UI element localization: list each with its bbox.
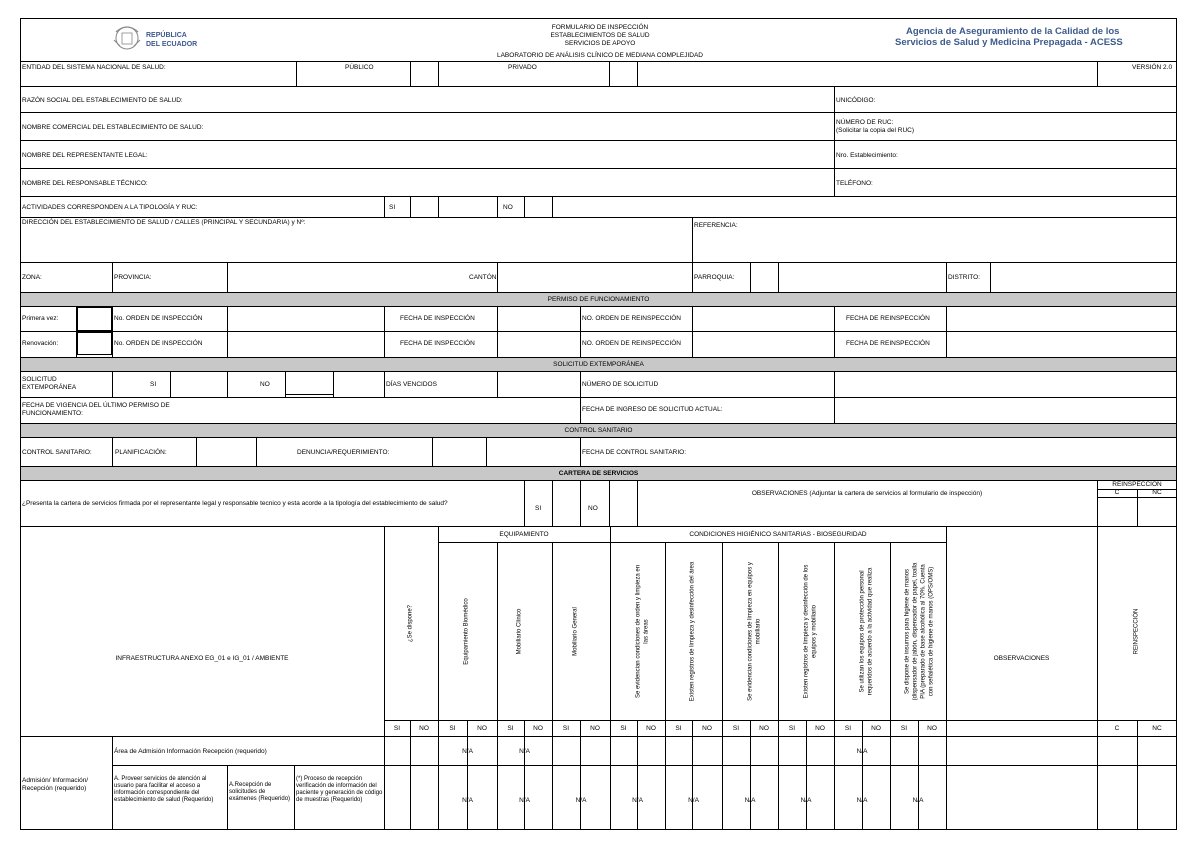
row1-label: Área de Admisión Información Recepción (requerido) bbox=[114, 748, 267, 755]
si-label: SI bbox=[507, 725, 514, 732]
col-orden-1: Se evidencian condiciones de orden y limpieza en bbox=[635, 564, 642, 699]
privado-label: PRIVADO bbox=[508, 64, 537, 71]
renovacion-fecha-re-label: FECHA DE REINSPECCIÓN bbox=[846, 340, 930, 347]
denuncia-label: DENUNCIA/REQUERIMIENTO: bbox=[297, 449, 390, 456]
logo-line-2: DEL ECUADOR bbox=[146, 41, 198, 48]
cartera-observaciones-field[interactable] bbox=[638, 500, 1097, 526]
zona-label: ZONA: bbox=[22, 274, 42, 281]
col-reg-areas: Existen registros de limpieza y desinfección del área bbox=[689, 561, 696, 702]
renovacion-fecha-field[interactable] bbox=[498, 332, 580, 357]
no-label: NO bbox=[702, 725, 712, 732]
col-reg-equipos-1: Existen registros de limpieza y desinfección de los bbox=[803, 564, 810, 699]
distrito-field[interactable] bbox=[991, 263, 1176, 292]
cartera-si-label: SI bbox=[535, 505, 542, 512]
row2a-label: A. Proveer servicios de atención al usuario para facilitar el acceso a información correspondiente del establecimiento de salud (Requerido) bbox=[114, 776, 214, 803]
col-dispone: ¿Se dispone? bbox=[407, 604, 414, 643]
na-cell: N/A bbox=[632, 797, 643, 804]
actividades-label: ACTIVIDADES CORRESPONDEN A LA TIPOLOGÍA Y RUC: bbox=[22, 204, 198, 211]
no-label: NO bbox=[815, 725, 825, 732]
row2-observaciones-field[interactable] bbox=[947, 766, 1097, 830]
actividades-si-checkbox[interactable] bbox=[411, 197, 438, 217]
na-cell: N/A bbox=[856, 748, 868, 755]
cartera-nc-label: NC bbox=[1152, 489, 1162, 496]
si-label: SI bbox=[449, 725, 456, 732]
cartera-no-checkbox[interactable] bbox=[610, 481, 637, 526]
telefono-label: TELÉFONO: bbox=[836, 180, 873, 187]
si-label: SI bbox=[788, 725, 796, 732]
primera-fecha-re-field[interactable] bbox=[947, 307, 1176, 331]
control-title: CONTROL SANITARIO bbox=[564, 427, 633, 434]
zona-field[interactable] bbox=[50, 263, 112, 292]
cartera-no-label: NO bbox=[588, 505, 598, 512]
form-title-1: FORMULARIO DE INSPECCIÓN bbox=[551, 24, 649, 31]
provincia-field[interactable] bbox=[228, 263, 468, 292]
cartera-observaciones-note: (Adjuntar la cartera de servicios al formulario de inspección) bbox=[807, 490, 983, 497]
renovacion-label: Renovación: bbox=[22, 340, 59, 347]
cartera-reinspeccion: REINSPECCIÓN bbox=[1112, 481, 1162, 488]
primera-fecha-field[interactable] bbox=[498, 307, 580, 331]
unicodigo-field[interactable] bbox=[890, 87, 1176, 112]
parroquia-field[interactable] bbox=[779, 263, 946, 292]
denuncia-checkbox[interactable] bbox=[433, 438, 486, 466]
form-title-2: ESTABLECIMIENTOS DE SALUD bbox=[550, 32, 650, 39]
nro-establecimiento-label: Nro. Establecimiento: bbox=[836, 152, 898, 159]
referencia-field[interactable] bbox=[693, 230, 1176, 262]
coat-of-arms-icon bbox=[112, 24, 142, 52]
numero-solicitud-label: NÚMERO DE SOLICITUD bbox=[582, 381, 659, 388]
col-insumos-4: con señalética de higiene de manos (OPS/OMS) bbox=[928, 566, 935, 697]
cartera-si-checkbox[interactable] bbox=[553, 481, 580, 526]
representante-field[interactable] bbox=[200, 141, 834, 168]
referencia-label: REFERENCIA: bbox=[694, 222, 738, 229]
actividades-si-label: SI bbox=[389, 204, 396, 211]
no-label: NO bbox=[477, 725, 487, 732]
col-proteccion-1: Se utilizan los equipos de protección personal bbox=[859, 570, 866, 693]
planificacion-checkbox[interactable] bbox=[197, 438, 256, 466]
form-title-3: SERVICIOS DE APOYO bbox=[564, 40, 636, 47]
si-label: SI bbox=[900, 725, 908, 732]
row2b-label: A.Recepción de solicitudes de exámenes (Requerido) bbox=[229, 782, 291, 802]
provincia-label: PROVINCIA: bbox=[114, 274, 152, 281]
no-label: NO bbox=[533, 725, 543, 732]
ingreso-solicitud-label: FECHA DE INGRESO DE SOLICITUD ACTUAL: bbox=[582, 406, 723, 413]
renovacion-fecha-re-field[interactable] bbox=[947, 332, 1176, 357]
representante-label: NOMBRE DEL REPRESENTANTE LEGAL: bbox=[22, 152, 148, 159]
agency-line-1: Agencia de Aseguramiento de la Calidad de los bbox=[906, 26, 1120, 37]
permiso-title: PERMISO DE FUNCIONAMIENTO bbox=[547, 296, 650, 303]
logo-line-1: REPÚBLICA bbox=[146, 32, 187, 39]
col-insumos-2: (dispensador de jabón, dispensador de papel, toalla bbox=[912, 562, 919, 701]
no-label: NO bbox=[927, 725, 937, 732]
canton-field[interactable] bbox=[498, 263, 692, 292]
cartera-question: ¿Presenta la cartera de servicios firmada por el representante legal y responsable tecnico y esta acorde a la tipología del establecimiento de salud? bbox=[22, 500, 448, 507]
na-cell: N/A bbox=[744, 797, 756, 804]
primera-orden-label: No. ORDEN DE INSPECCIÓN bbox=[114, 315, 203, 322]
col-equipos-2: mobiliario bbox=[755, 618, 762, 645]
si-label: SI bbox=[393, 725, 401, 732]
primera-vez-checkbox[interactable] bbox=[77, 307, 112, 331]
ruc-label: NÚMERO DE RUC: bbox=[836, 119, 894, 126]
renovacion-checkbox[interactable] bbox=[77, 332, 112, 355]
dias-vencidos-label: DÍAS VENCIDOS bbox=[386, 381, 437, 388]
agency-line-2: Servicios de Salud y Medicina Prepagada - ACESS bbox=[895, 37, 1123, 48]
primera-orden-re-field[interactable] bbox=[693, 307, 834, 331]
renovacion-fecha-label: FECHA DE INSPECCIÓN bbox=[400, 340, 475, 347]
observaciones-header: OBSERVACIONES bbox=[993, 655, 1050, 662]
na-cell: N/A bbox=[575, 797, 587, 804]
solicitud-no-checkbox[interactable] bbox=[286, 372, 333, 395]
responsable-label: NOMBRE DEL RESPONSABLE TÉCNICO: bbox=[22, 180, 148, 187]
privado-checkbox[interactable] bbox=[610, 62, 637, 86]
actividades-no-label: NO bbox=[503, 204, 513, 211]
col-proteccion-2: requeridos de acuerdo a la actividad que realiza bbox=[867, 567, 874, 696]
cartera-c-label: C bbox=[1114, 489, 1120, 496]
primera-orden-re-label: NO. ORDEN DE REINSPECCIÓN bbox=[582, 315, 681, 322]
si-label: SI bbox=[620, 725, 627, 732]
c-label: C bbox=[1114, 725, 1120, 732]
no-label: NO bbox=[419, 725, 429, 732]
na-cell: N/A bbox=[856, 797, 868, 804]
version-label: VERSIÓN 2.0 bbox=[1132, 64, 1173, 71]
si-label: SI bbox=[732, 725, 740, 732]
solicitud-si-checkbox[interactable] bbox=[171, 372, 227, 397]
na-cell: N/A bbox=[462, 797, 473, 804]
no-label: NO bbox=[646, 725, 656, 732]
responsable-field[interactable] bbox=[200, 169, 834, 196]
primera-vez-label: Primera vez: bbox=[22, 315, 59, 322]
solicitud-si-label: SI bbox=[150, 381, 157, 388]
primera-fecha-label: FECHA DE INSPECCIÓN bbox=[400, 315, 475, 322]
fecha-control-field[interactable] bbox=[700, 438, 1176, 466]
si-label: SI bbox=[562, 725, 570, 732]
primera-orden-field[interactable] bbox=[228, 307, 384, 331]
no-label: NO bbox=[590, 725, 600, 732]
renovacion-orden-field[interactable] bbox=[228, 332, 384, 357]
row2c-label: (*) Proceso de recepción verificación de información del paciente y generación de código de muestras (Requerido) bbox=[296, 776, 383, 803]
row-group-label: Admisión/ Información/ Recepción (requerido) bbox=[22, 777, 89, 792]
na-cell: N/A bbox=[519, 748, 530, 755]
distrito-label: DISTRITO: bbox=[948, 274, 981, 281]
renovacion-orden-re-label: NO. ORDEN DE REINSPECCIÓN bbox=[582, 340, 681, 347]
si-label: SI bbox=[844, 725, 852, 732]
planificacion-label: PLANIFICACIÓN: bbox=[115, 449, 167, 456]
fecha-control-label: FECHA DE CONTROL SANITARIO: bbox=[582, 449, 687, 456]
col-reinspeccion: REINSPECCIÓN bbox=[1133, 608, 1140, 655]
na-cell: N/A bbox=[800, 797, 812, 804]
canton-label: CANTÓN: bbox=[469, 274, 499, 281]
direccion-field[interactable] bbox=[21, 228, 692, 262]
na-cell: N/A bbox=[519, 797, 530, 804]
renovacion-orden-label: No. ORDEN DE INSPECCIÓN bbox=[114, 340, 203, 347]
solicitud-title: SOLICITUD EXTEMPORÁNEA bbox=[553, 361, 644, 368]
col-mob-general: Mobiliario General bbox=[572, 607, 579, 656]
numero-solicitud-field[interactable] bbox=[835, 372, 1176, 397]
ingreso-solicitud-field[interactable] bbox=[835, 398, 1176, 423]
cartera-observaciones-title: OBSERVACIONES bbox=[751, 490, 808, 497]
cartera-title: CARTERA DE SERVICIOS bbox=[558, 470, 639, 477]
na-cell: N/A bbox=[462, 748, 473, 755]
condiciones-header: CONDICIONES HIGIÉNICO SANITARIAS - BIOSEGURIDAD bbox=[689, 531, 867, 538]
col-insumos-1: Se dispone de insumos para higiene de manos bbox=[904, 568, 911, 695]
control-label: CONTROL SANITARIO: bbox=[22, 449, 92, 456]
vigencia-label: FECHA DE VIGENCIA DEL ÚLTIMO PERMISO DE FUNCIONAMIENTO: bbox=[22, 402, 170, 417]
equipamiento-header: EQUIPAMIENTO bbox=[499, 531, 549, 538]
col-orden-2: las áreas bbox=[643, 619, 650, 644]
dias-vencidos-field[interactable] bbox=[498, 372, 580, 397]
publico-label: PÚBLICO bbox=[345, 64, 374, 71]
row1-observaciones-field[interactable] bbox=[947, 737, 1097, 765]
col-mob-clinico: Mobiliario Clínico bbox=[516, 608, 523, 655]
solicitud-no-label: NO bbox=[260, 381, 270, 388]
nombre-comercial-label: NOMBRE COMERCIAL DEL ESTABLECIMIENTO DE SALUD: bbox=[22, 124, 204, 131]
cartera-observaciones bbox=[637, 490, 1097, 498]
form-title-4: LABORATORIO DE ANÁLISIS CLÍNICO DE MEDIANA COMPLEJIDAD bbox=[496, 52, 703, 59]
solicitud-label: SOLICITUD EXTEMPORÁNEA bbox=[22, 376, 77, 391]
renovacion-orden-re-field[interactable] bbox=[693, 332, 834, 357]
parroquia-label: PARROQUIA: bbox=[694, 274, 735, 281]
nombre-comercial-field[interactable] bbox=[250, 113, 834, 140]
telefono-field[interactable] bbox=[890, 169, 1176, 196]
no-label: NO bbox=[759, 725, 769, 732]
si-label: SI bbox=[675, 725, 682, 732]
razon-social-label: RAZÓN SOCIAL DEL ESTABLECIMIENTO DE SALUD: bbox=[22, 97, 183, 104]
nro-establecimiento-field[interactable] bbox=[920, 141, 1176, 168]
vigencia-field[interactable] bbox=[230, 398, 580, 423]
col-insumos-3: PIA (preparado de base alcohólica al 70%. Cuenta bbox=[920, 564, 927, 699]
no-label: NO bbox=[871, 725, 881, 732]
actividades-no-checkbox[interactable] bbox=[525, 197, 552, 217]
razon-social-field[interactable] bbox=[250, 87, 834, 112]
nc-label: NC bbox=[1152, 725, 1162, 732]
col-equipos-1: Se evidencian condiciones de limpieza en equipos y bbox=[747, 562, 754, 701]
col-reg-equipos-2: equipos y mobiliario bbox=[811, 604, 818, 659]
direccion-label: DIRECCIÓN DEL ESTABLECIMIENTO DE SALUD / CALLES (PRINCIPAL Y SECUNDARIA) y Nº: bbox=[22, 219, 306, 226]
infraestructura-header: INFRAESTRUCTURA ANEXO EG_01 e IG_01 / AMBIENTE bbox=[115, 655, 289, 662]
ruc-note: (Solicitar la copia del RUC) bbox=[836, 127, 915, 134]
na-cell: N/A bbox=[688, 797, 699, 804]
publico-checkbox[interactable] bbox=[411, 62, 438, 86]
col-biomedico: Equipamiento Biomédico bbox=[463, 598, 470, 665]
ruc-field[interactable] bbox=[950, 113, 1176, 140]
na-cell: N/A bbox=[912, 797, 924, 804]
unicodigo-label: UNICÓDIGO: bbox=[836, 97, 876, 104]
primera-fecha-re-label: FECHA DE REINSPECCIÓN bbox=[846, 315, 930, 322]
entidad-label: ENTIDAD DEL SISTEMA NACIONAL DE SALUD: bbox=[22, 64, 166, 71]
